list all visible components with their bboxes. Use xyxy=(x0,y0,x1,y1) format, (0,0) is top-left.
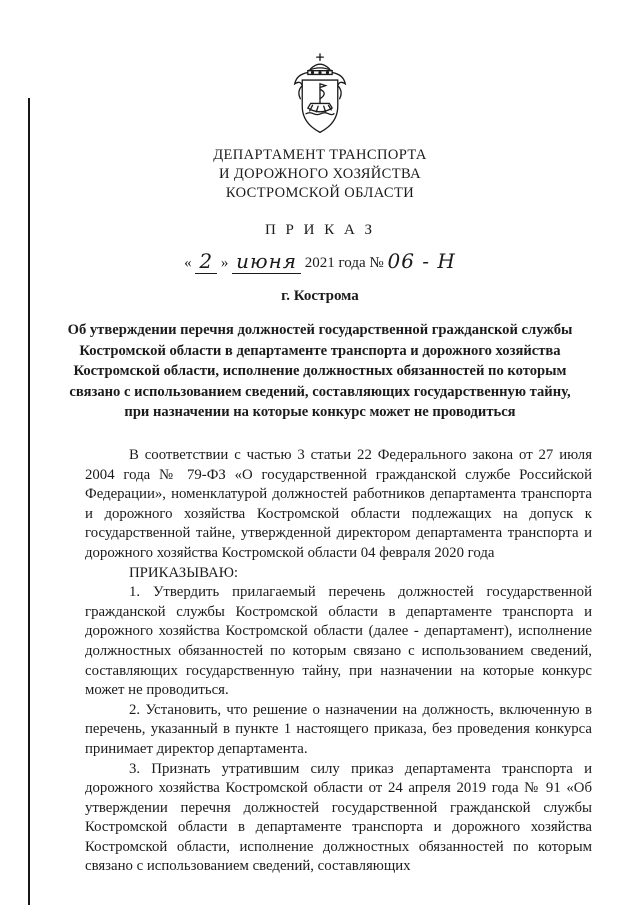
paragraph-item-2: 2. Установить, что решение о назначении на должность, включенную в перечень, указанный в пункте 1 настоящего приказа, без проведения конкурса принимает директор департамента. xyxy=(85,701,592,757)
date-quote-open: « xyxy=(184,255,192,271)
date-month-handwritten: июня xyxy=(232,249,301,274)
document-body xyxy=(85,446,592,877)
scan-artifact-line xyxy=(28,98,30,905)
doc-type-title: П Р И К А З xyxy=(264,222,376,238)
org-name-line-1: ДЕПАРТАМЕНТ ТРАНСПОРТА xyxy=(213,147,427,163)
org-name xyxy=(0,146,640,203)
paragraph-item-1: 1. Утвердить прилагаемый перечень должностей государственной гражданской службы Костромской области в департаменте транспорта и дорожного хозяйства Костромской области (далее - департамент), исполнение должностных обязанностей по которым связано с использованием сведений, составляющих государственную тайну, при назначении на которые конкурс может не проводиться. xyxy=(85,584,592,699)
paragraph-prikazyvayu: ПРИКАЗЫВАЮ: xyxy=(129,564,239,581)
org-name-line-2: И ДОРОЖНОГО ХОЗЯЙСТВА xyxy=(218,166,422,182)
coat-of-arms-icon xyxy=(287,52,353,138)
document-title: Об утверждении перечня должностей государственной гражданской службы Костромской области в департаменте транспорта и дорожного хозяйства Костромской области, исполнение должностных обязанностей по которым связано с использованием сведений, составляющих государственную тайну, при назначении на которые конкурс может не проводиться xyxy=(67,322,573,420)
date-quote-close: » xyxy=(220,255,229,271)
date-day-handwritten: 2 xyxy=(195,249,217,274)
paragraph-preamble: В соответствии с частью 3 статьи 22 Федерального закона от 27 июля 2004 года № 79-ФЗ «О государственной гражданской службе Российской Федерации», номенклатурой должностей работников департамента транспорта и дорожного хозяйства Костромской области подлежащих на допуск к государственной тайне, утвержденной директором департамента транспорта и дорожного хозяйства Костромской области 04 февраля 2020 года xyxy=(85,447,592,561)
place-line: г. Кострома xyxy=(281,288,359,304)
paragraph-item-3: 3. Признать утратившим силу приказ департамента транспорта и дорожного хозяйства Костромской области от 24 апреля 2019 года № 91 «Об утверждении перечня должностей государственной гражданской службы Костромской области в департаменте транспорта и дорожного хозяйства Костромской области, исполнение должностных обязанностей по которым связано с использованием сведений, составляющих xyxy=(85,760,592,875)
date-year-label: 2021 года № xyxy=(304,255,384,271)
doc-number-handwritten: 06 - Н xyxy=(387,249,456,273)
coat-of-arms xyxy=(0,52,640,138)
org-name-line-3: КОСТРОМСКОЙ ОБЛАСТИ xyxy=(225,185,415,201)
date-line xyxy=(0,248,640,272)
